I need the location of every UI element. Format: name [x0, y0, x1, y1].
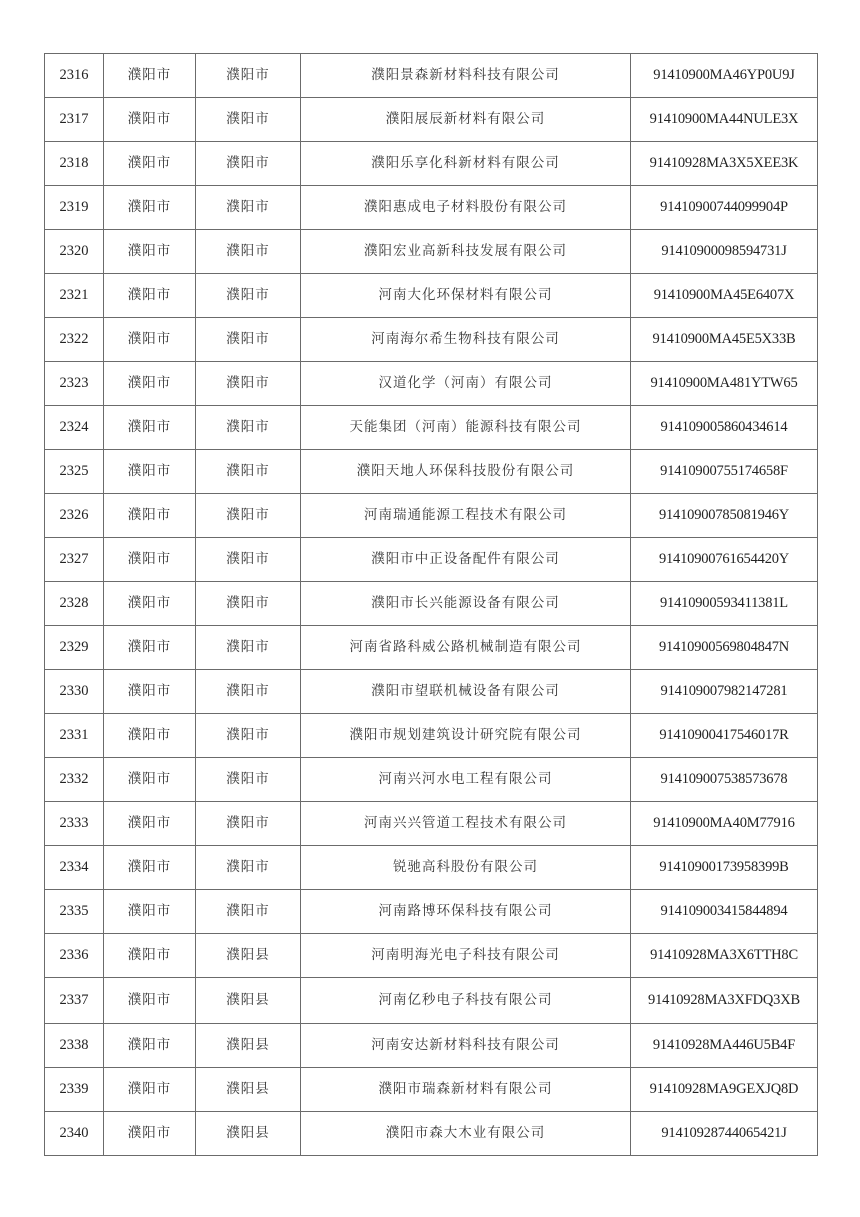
company-name-cell: 河南省路科威公路机械制造有限公司 — [301, 626, 631, 670]
table-row — [45, 142, 818, 186]
county-cell: 濮阳市 — [196, 142, 301, 186]
serial-number-cell: 2330 — [45, 670, 104, 714]
serial-number-cell: 2333 — [45, 802, 104, 846]
table-row — [45, 1112, 818, 1156]
serial-number-cell: 2321 — [45, 274, 104, 318]
county-cell: 濮阳市 — [196, 362, 301, 406]
credit-code-cell: 91410900755174658F — [631, 450, 818, 494]
company-name-cell: 河南亿秒电子科技有限公司 — [301, 978, 631, 1024]
serial-number-cell: 2322 — [45, 318, 104, 362]
county-cell: 濮阳市 — [196, 494, 301, 538]
credit-code-cell: 91410928MA3X6TTH8C — [631, 934, 818, 978]
city-cell: 濮阳市 — [104, 846, 196, 890]
company-name-cell: 濮阳宏业高新科技发展有限公司 — [301, 230, 631, 274]
county-cell: 濮阳市 — [196, 582, 301, 626]
city-cell: 濮阳市 — [104, 758, 196, 802]
company-name-cell: 河南瑞通能源工程技术有限公司 — [301, 494, 631, 538]
serial-number-cell: 2340 — [45, 1112, 104, 1156]
serial-number-cell: 2338 — [45, 1024, 104, 1068]
table-row — [45, 582, 818, 626]
table-row — [45, 1024, 818, 1068]
company-name-cell: 濮阳天地人环保科技股份有限公司 — [301, 450, 631, 494]
serial-number-cell: 2339 — [45, 1068, 104, 1112]
table-row — [45, 274, 818, 318]
table-body — [45, 54, 818, 1156]
serial-number-cell: 2323 — [45, 362, 104, 406]
city-cell: 濮阳市 — [104, 1112, 196, 1156]
company-name-cell: 河南大化环保材料有限公司 — [301, 274, 631, 318]
city-cell: 濮阳市 — [104, 626, 196, 670]
serial-number-cell: 2337 — [45, 978, 104, 1024]
table-row — [45, 626, 818, 670]
city-cell: 濮阳市 — [104, 538, 196, 582]
table-row — [45, 494, 818, 538]
table-row — [45, 670, 818, 714]
credit-code-cell: 91410900173958399B — [631, 846, 818, 890]
company-name-cell: 河南路博环保科技有限公司 — [301, 890, 631, 934]
company-name-cell: 濮阳惠成电子材料股份有限公司 — [301, 186, 631, 230]
credit-code-cell: 91410900417546017R — [631, 714, 818, 758]
county-cell: 濮阳县 — [196, 934, 301, 978]
city-cell: 濮阳市 — [104, 450, 196, 494]
table-row — [45, 934, 818, 978]
serial-number-cell: 2320 — [45, 230, 104, 274]
company-name-cell: 濮阳市中正设备配件有限公司 — [301, 538, 631, 582]
credit-code-cell: 91410900785081946Y — [631, 494, 818, 538]
county-cell: 濮阳市 — [196, 450, 301, 494]
city-cell: 濮阳市 — [104, 802, 196, 846]
company-name-cell: 河南兴河水电工程有限公司 — [301, 758, 631, 802]
serial-number-cell: 2318 — [45, 142, 104, 186]
credit-code-cell: 91410900MA45E5X33B — [631, 318, 818, 362]
company-name-cell: 濮阳景森新材料科技有限公司 — [301, 54, 631, 98]
city-cell: 濮阳市 — [104, 274, 196, 318]
credit-code-cell: 91410900593411381L — [631, 582, 818, 626]
city-cell: 濮阳市 — [104, 714, 196, 758]
city-cell: 濮阳市 — [104, 230, 196, 274]
table-row — [45, 758, 818, 802]
credit-code-cell: 91410900MA45E6407X — [631, 274, 818, 318]
city-cell: 濮阳市 — [104, 98, 196, 142]
company-name-cell: 汉道化学（河南）有限公司 — [301, 362, 631, 406]
county-cell: 濮阳市 — [196, 98, 301, 142]
table-row — [45, 230, 818, 274]
county-cell: 濮阳市 — [196, 54, 301, 98]
credit-code-cell: 91410900744099904P — [631, 186, 818, 230]
company-name-cell: 河南兴兴管道工程技术有限公司 — [301, 802, 631, 846]
city-cell: 濮阳市 — [104, 1024, 196, 1068]
company-name-cell: 濮阳市森大木业有限公司 — [301, 1112, 631, 1156]
company-name-cell: 濮阳市规划建筑设计研究院有限公司 — [301, 714, 631, 758]
county-cell: 濮阳县 — [196, 1068, 301, 1112]
city-cell: 濮阳市 — [104, 978, 196, 1024]
credit-code-cell: 91410900MA44NULE3X — [631, 98, 818, 142]
credit-code-cell: 91410900MA481YTW65 — [631, 362, 818, 406]
county-cell: 濮阳市 — [196, 406, 301, 450]
table-row — [45, 362, 818, 406]
city-cell: 濮阳市 — [104, 494, 196, 538]
credit-code-cell: 91410900MA40M77916 — [631, 802, 818, 846]
county-cell: 濮阳市 — [196, 626, 301, 670]
credit-code-cell: 914109007982147281 — [631, 670, 818, 714]
company-name-cell: 濮阳市长兴能源设备有限公司 — [301, 582, 631, 626]
serial-number-cell: 2335 — [45, 890, 104, 934]
table-row — [45, 318, 818, 362]
serial-number-cell: 2319 — [45, 186, 104, 230]
county-cell: 濮阳市 — [196, 714, 301, 758]
table-row — [45, 450, 818, 494]
credit-code-cell: 91410928MA3X5XEE3K — [631, 142, 818, 186]
table-row — [45, 1068, 818, 1112]
city-cell: 濮阳市 — [104, 54, 196, 98]
county-cell: 濮阳县 — [196, 1112, 301, 1156]
company-name-cell: 河南明海光电子科技有限公司 — [301, 934, 631, 978]
credit-code-cell: 91410928MA9GEXJQ8D — [631, 1068, 818, 1112]
city-cell: 濮阳市 — [104, 406, 196, 450]
company-name-cell: 河南安达新材料科技有限公司 — [301, 1024, 631, 1068]
county-cell: 濮阳县 — [196, 1024, 301, 1068]
county-cell: 濮阳市 — [196, 846, 301, 890]
serial-number-cell: 2326 — [45, 494, 104, 538]
serial-number-cell: 2324 — [45, 406, 104, 450]
serial-number-cell: 2317 — [45, 98, 104, 142]
credit-code-cell: 91410928MA446U5B4F — [631, 1024, 818, 1068]
county-cell: 濮阳市 — [196, 538, 301, 582]
table-row — [45, 978, 818, 1024]
city-cell: 濮阳市 — [104, 362, 196, 406]
table-row — [45, 538, 818, 582]
credit-code-cell: 914109007538573678 — [631, 758, 818, 802]
credit-code-cell: 91410900761654420Y — [631, 538, 818, 582]
credit-code-cell: 91410928744065421J — [631, 1112, 818, 1156]
city-cell: 濮阳市 — [104, 670, 196, 714]
serial-number-cell: 2331 — [45, 714, 104, 758]
company-name-cell: 濮阳乐享化科新材料有限公司 — [301, 142, 631, 186]
county-cell: 濮阳市 — [196, 758, 301, 802]
credit-code-cell: 914109005860434614 — [631, 406, 818, 450]
table-row — [45, 186, 818, 230]
table-row — [45, 54, 818, 98]
serial-number-cell: 2328 — [45, 582, 104, 626]
serial-number-cell: 2325 — [45, 450, 104, 494]
company-name-cell: 濮阳展辰新材料有限公司 — [301, 98, 631, 142]
city-cell: 濮阳市 — [104, 142, 196, 186]
serial-number-cell: 2332 — [45, 758, 104, 802]
serial-number-cell: 2327 — [45, 538, 104, 582]
credit-code-cell: 91410900569804847N — [631, 626, 818, 670]
serial-number-cell: 2329 — [45, 626, 104, 670]
city-cell: 濮阳市 — [104, 318, 196, 362]
credit-code-cell: 914109003415844894 — [631, 890, 818, 934]
city-cell: 濮阳市 — [104, 934, 196, 978]
company-name-cell: 锐驰高科股份有限公司 — [301, 846, 631, 890]
county-cell: 濮阳县 — [196, 978, 301, 1024]
table-row — [45, 890, 818, 934]
city-cell: 濮阳市 — [104, 1068, 196, 1112]
serial-number-cell: 2336 — [45, 934, 104, 978]
serial-number-cell: 2334 — [45, 846, 104, 890]
credit-code-cell: 91410900098594731J — [631, 230, 818, 274]
county-cell: 濮阳市 — [196, 274, 301, 318]
county-cell: 濮阳市 — [196, 186, 301, 230]
city-cell: 濮阳市 — [104, 582, 196, 626]
table-row — [45, 802, 818, 846]
county-cell: 濮阳市 — [196, 318, 301, 362]
serial-number-cell: 2316 — [45, 54, 104, 98]
table-row — [45, 406, 818, 450]
table-row — [45, 98, 818, 142]
company-name-cell: 天能集团（河南）能源科技有限公司 — [301, 406, 631, 450]
county-cell: 濮阳市 — [196, 670, 301, 714]
company-name-cell: 濮阳市望联机械设备有限公司 — [301, 670, 631, 714]
enterprise-list-table — [44, 53, 818, 1156]
table-row — [45, 714, 818, 758]
table-row — [45, 846, 818, 890]
county-cell: 濮阳市 — [196, 890, 301, 934]
county-cell: 濮阳市 — [196, 230, 301, 274]
city-cell: 濮阳市 — [104, 890, 196, 934]
city-cell: 濮阳市 — [104, 186, 196, 230]
company-name-cell: 濮阳市瑞森新材料有限公司 — [301, 1068, 631, 1112]
company-name-cell: 河南海尔希生物科技有限公司 — [301, 318, 631, 362]
credit-code-cell: 91410928MA3XFDQ3XB — [631, 978, 818, 1024]
credit-code-cell: 91410900MA46YP0U9J — [631, 54, 818, 98]
county-cell: 濮阳市 — [196, 802, 301, 846]
